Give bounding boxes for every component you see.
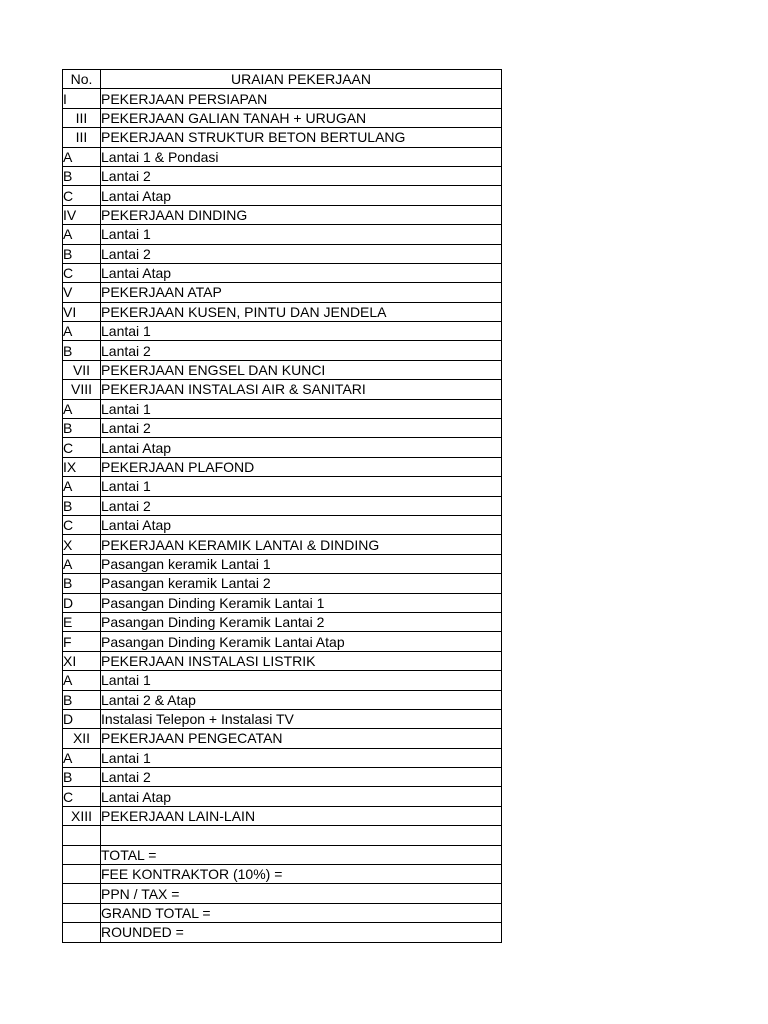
row-number: III xyxy=(63,128,101,147)
table-row xyxy=(63,399,502,418)
row-number: B xyxy=(63,574,101,593)
row-number: C xyxy=(63,787,101,806)
row-number: A xyxy=(63,147,101,166)
row-number: B xyxy=(63,244,101,263)
row-number: A xyxy=(63,477,101,496)
table-row xyxy=(63,787,502,806)
row-number: F xyxy=(63,632,101,651)
row-number xyxy=(63,923,101,942)
row-description: Lantai 2 xyxy=(101,341,502,360)
table-row xyxy=(63,748,502,767)
table-row xyxy=(63,806,502,825)
row-number xyxy=(63,884,101,903)
row-description: Lantai 1 xyxy=(101,748,502,767)
row-number: C xyxy=(63,515,101,534)
table-row xyxy=(63,845,502,864)
row-description: Lantai 2 xyxy=(101,166,502,185)
row-description: Pasangan Dinding Keramik Lantai Atap xyxy=(101,632,502,651)
row-description: PEKERJAAN LAIN-LAIN xyxy=(101,806,502,825)
row-number: B xyxy=(63,419,101,438)
table-row xyxy=(63,186,502,205)
row-number: A xyxy=(63,671,101,690)
table-row xyxy=(63,263,502,282)
table-row xyxy=(63,632,502,651)
table-row xyxy=(63,903,502,922)
table-row xyxy=(63,89,502,108)
table-row xyxy=(63,477,502,496)
table-body xyxy=(63,89,502,942)
table-row xyxy=(63,593,502,612)
row-number: A xyxy=(63,748,101,767)
table-row xyxy=(63,302,502,321)
row-description: PEKERJAAN GALIAN TANAH + URUGAN xyxy=(101,108,502,127)
row-number: C xyxy=(63,263,101,282)
header-no: No. xyxy=(63,70,101,89)
row-number: IV xyxy=(63,205,101,224)
table-row xyxy=(63,612,502,631)
row-number: I xyxy=(63,89,101,108)
table-row xyxy=(63,128,502,147)
work-items-table xyxy=(62,69,502,943)
row-number: XIII xyxy=(63,806,101,825)
row-description: Lantai 1 xyxy=(101,322,502,341)
table-row xyxy=(63,515,502,534)
row-description: PPN / TAX = xyxy=(101,884,502,903)
row-description: PEKERJAAN KERAMIK LANTAI & DINDING xyxy=(101,535,502,554)
row-description: PEKERJAAN ENGSEL DAN KUNCI xyxy=(101,360,502,379)
table-row xyxy=(63,884,502,903)
row-number xyxy=(63,845,101,864)
row-description: Lantai Atap xyxy=(101,515,502,534)
row-number: V xyxy=(63,283,101,302)
row-number: XII xyxy=(63,729,101,748)
row-description: Pasangan keramik Lantai 1 xyxy=(101,554,502,573)
row-description: Lantai Atap xyxy=(101,787,502,806)
table-row xyxy=(63,457,502,476)
table-row xyxy=(63,360,502,379)
row-description: Lantai 2 & Atap xyxy=(101,690,502,709)
table-row xyxy=(63,574,502,593)
row-description: Instalasi Telepon + Instalasi TV xyxy=(101,709,502,728)
row-description: Lantai 1 xyxy=(101,671,502,690)
table-row xyxy=(63,380,502,399)
table-row xyxy=(63,651,502,670)
row-description: PEKERJAAN ATAP xyxy=(101,283,502,302)
row-description: Lantai Atap xyxy=(101,263,502,282)
row-number xyxy=(63,826,101,845)
row-number: E xyxy=(63,612,101,631)
row-description: PEKERJAAN STRUKTUR BETON BERTULANG xyxy=(101,128,502,147)
table-row xyxy=(63,108,502,127)
row-description: PEKERJAAN PENGECATAN xyxy=(101,729,502,748)
table-row xyxy=(63,419,502,438)
table-row xyxy=(63,923,502,942)
row-description: Pasangan Dinding Keramik Lantai 1 xyxy=(101,593,502,612)
row-number: IX xyxy=(63,457,101,476)
table-row xyxy=(63,554,502,573)
row-description: Lantai Atap xyxy=(101,186,502,205)
row-number: VI xyxy=(63,302,101,321)
row-description: PEKERJAAN PERSIAPAN xyxy=(101,89,502,108)
row-description: PEKERJAAN INSTALASI LISTRIK xyxy=(101,651,502,670)
row-description: PEKERJAAN KUSEN, PINTU DAN JENDELA xyxy=(101,302,502,321)
table-row xyxy=(63,244,502,263)
row-number: VIII xyxy=(63,380,101,399)
table-row xyxy=(63,709,502,728)
table-row xyxy=(63,166,502,185)
row-description: Lantai 2 xyxy=(101,244,502,263)
row-description: PEKERJAAN INSTALASI AIR & SANITARI xyxy=(101,380,502,399)
row-number: III xyxy=(63,108,101,127)
table-row xyxy=(63,438,502,457)
table-row xyxy=(63,322,502,341)
row-description xyxy=(101,826,502,845)
row-number: B xyxy=(63,690,101,709)
row-number xyxy=(63,865,101,884)
row-description: Lantai Atap xyxy=(101,438,502,457)
row-number: D xyxy=(63,593,101,612)
table-row xyxy=(63,496,502,515)
table-row xyxy=(63,283,502,302)
row-description: PEKERJAAN DINDING xyxy=(101,205,502,224)
table-row xyxy=(63,341,502,360)
header-description: URAIAN PEKERJAAN xyxy=(101,70,502,89)
row-number: A xyxy=(63,322,101,341)
table-row xyxy=(63,826,502,845)
row-number: B xyxy=(63,496,101,515)
document-sheet xyxy=(62,69,501,943)
row-description: Lantai 1 xyxy=(101,399,502,418)
table-row xyxy=(63,690,502,709)
row-number: B xyxy=(63,768,101,787)
row-number: VII xyxy=(63,360,101,379)
table-row xyxy=(63,225,502,244)
row-number: A xyxy=(63,554,101,573)
table-row xyxy=(63,205,502,224)
row-description: Pasangan keramik Lantai 2 xyxy=(101,574,502,593)
row-description: Lantai 2 xyxy=(101,496,502,515)
table-row xyxy=(63,865,502,884)
row-number: A xyxy=(63,225,101,244)
table-row xyxy=(63,147,502,166)
row-number: C xyxy=(63,186,101,205)
row-number: XI xyxy=(63,651,101,670)
row-description: Lantai 2 xyxy=(101,768,502,787)
row-description: Lantai 2 xyxy=(101,419,502,438)
row-description: Pasangan Dinding Keramik Lantai 2 xyxy=(101,612,502,631)
row-number: D xyxy=(63,709,101,728)
row-number: C xyxy=(63,438,101,457)
table-row xyxy=(63,535,502,554)
row-description: TOTAL = xyxy=(101,845,502,864)
table-row xyxy=(63,729,502,748)
table-row xyxy=(63,671,502,690)
row-description: Lantai 1 & Pondasi xyxy=(101,147,502,166)
row-number: B xyxy=(63,341,101,360)
row-number: B xyxy=(63,166,101,185)
row-description: PEKERJAAN PLAFOND xyxy=(101,457,502,476)
row-description: FEE KONTRAKTOR (10%) = xyxy=(101,865,502,884)
row-description: ROUNDED = xyxy=(101,923,502,942)
row-description: Lantai 1 xyxy=(101,477,502,496)
table-row xyxy=(63,768,502,787)
row-number: A xyxy=(63,399,101,418)
row-number xyxy=(63,903,101,922)
row-description: Lantai 1 xyxy=(101,225,502,244)
row-number: X xyxy=(63,535,101,554)
table-header-row xyxy=(63,70,502,89)
row-description: GRAND TOTAL = xyxy=(101,903,502,922)
